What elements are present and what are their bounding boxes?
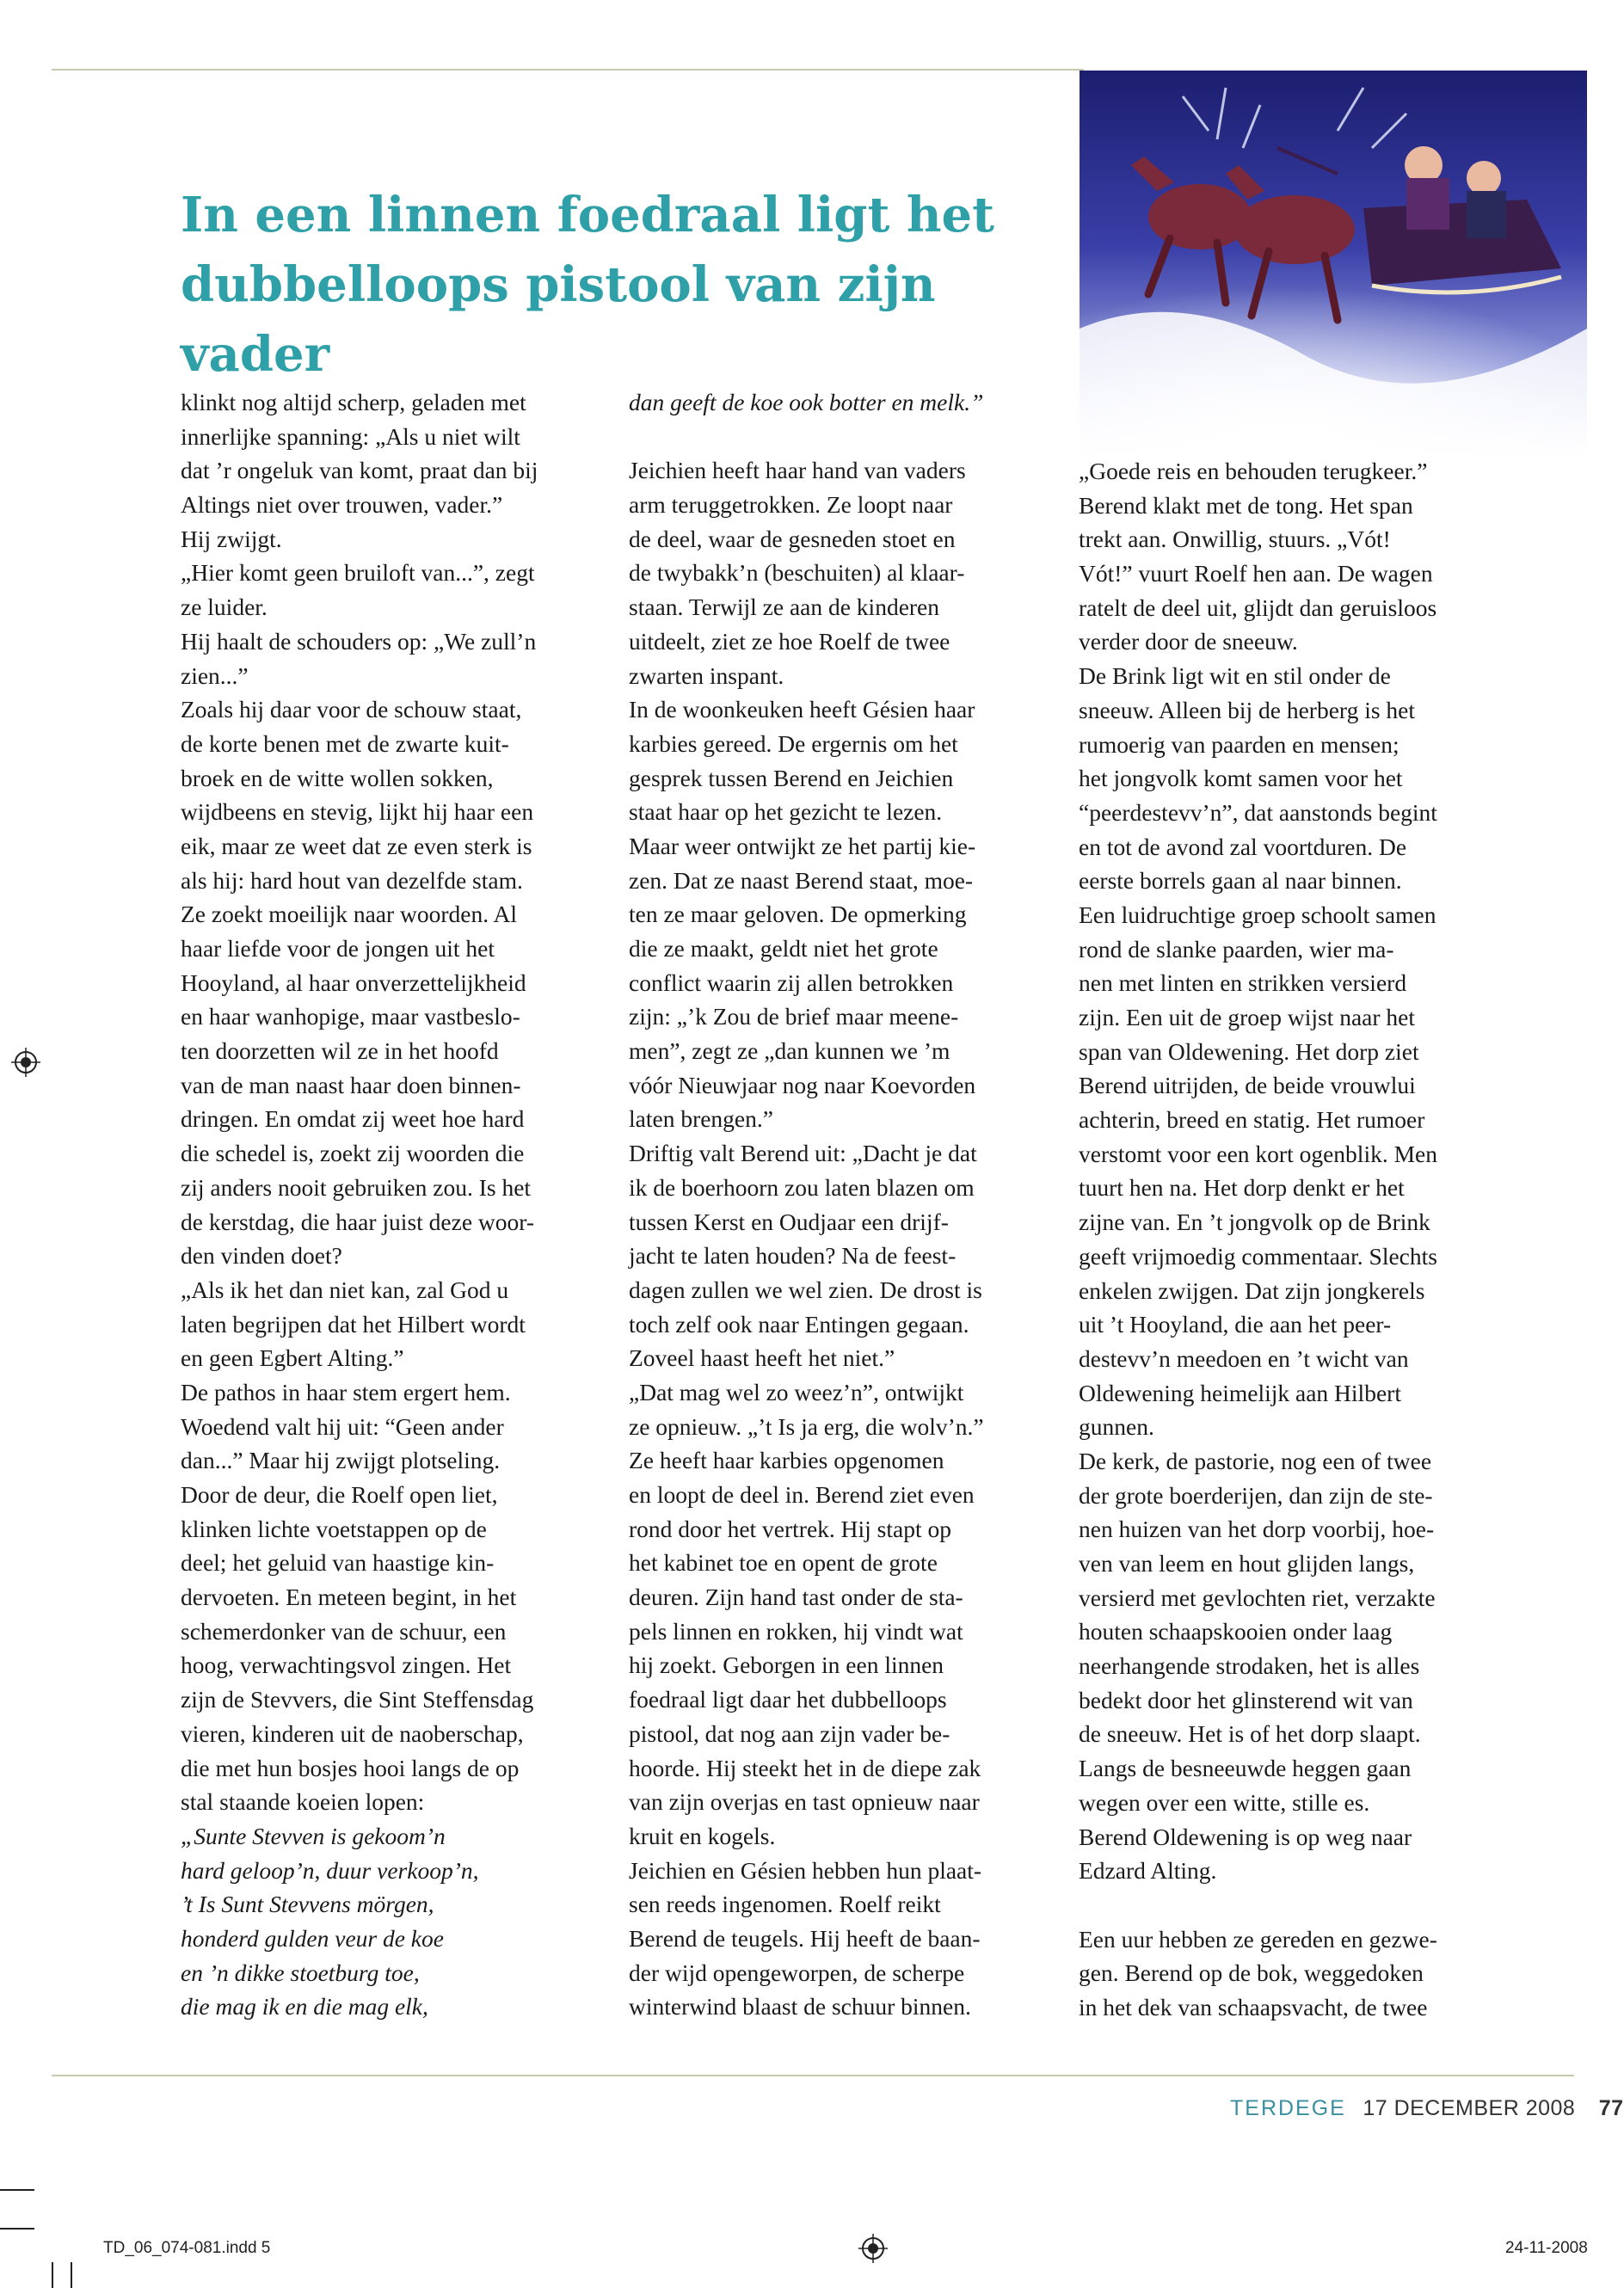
text-line: ven van leem en hout glijden langs, <box>1079 1550 1415 1577</box>
text-line: Berend Oldewening is op weg naar <box>1079 1823 1412 1850</box>
text-line: trekt aan. Onwillig, stuurs. „Vót! <box>1079 526 1391 553</box>
text-line: wegen over een witte, stille es. <box>1079 1788 1370 1816</box>
text-line: „Dat mag wel zo weez’n”, ontwijkt <box>629 1378 964 1405</box>
text-line: De kerk, de pastorie, nog een of twee <box>1079 1447 1432 1474</box>
text-line: en loopt de deel in. Berend ziet even <box>629 1481 975 1508</box>
text-line: jacht te laten houden? Na de feest- <box>629 1242 957 1270</box>
text-line: hoorde. Hij steekt het in de diepe zak <box>629 1754 981 1781</box>
text-line: en tot de avond zal voortduren. De <box>1079 833 1407 860</box>
text-line: staan. Terwijl ze aan de kinderen <box>629 594 940 621</box>
text-line: Door de deur, die Roelf open liet, <box>181 1481 498 1508</box>
crop-mark <box>0 2189 34 2191</box>
text-line: broek en de witte wollen sokken, <box>181 764 494 791</box>
slug-filename: TD_06_074-081.indd 5 <box>103 2239 271 2257</box>
text-line: Hij haalt de schouders op: „We zull’n <box>181 627 537 655</box>
text-line: foedraal ligt daar het dubbelloops <box>629 1686 947 1713</box>
text-line: men”, zegt ze „dan kunnen we ’m <box>629 1037 950 1065</box>
text-line: de korte benen met de zwarte kuit- <box>181 729 509 757</box>
text-line: het kabinet toe en opent de grote <box>629 1549 938 1577</box>
slug-date: 24-11-2008 <box>1505 2239 1588 2257</box>
text-line: deuren. Zijn hand tast onder de sta- <box>629 1584 963 1611</box>
text-line: der wijd opengeworpen, de scherpe <box>629 1959 965 1986</box>
text-line: zien...” <box>181 661 249 689</box>
text-line: achterin, breed en statig. Het rumoer <box>1079 1106 1425 1134</box>
text-line: zijn: „’k Zou de brief maar meene- <box>629 1003 959 1030</box>
text-line: van zijn overjas en tast opnieuw naar <box>629 1788 980 1816</box>
text-line: in het dek van schaapsvacht, de twee <box>1079 1993 1428 2020</box>
text-line: dan...” Maar hij zwijgt plotseling. <box>181 1447 501 1474</box>
text-line: zijn. Een uit de groep wijst naar het <box>1079 1004 1415 1030</box>
text-line: bedekt door het glinsterend wit van <box>1079 1686 1413 1713</box>
text-line: zwarten inspant. <box>629 661 784 689</box>
verse-line: „Sunte Stevven is gekoom’n <box>181 1822 446 1849</box>
text-line: hoog, verwachtingsvol zingen. Het <box>181 1651 512 1679</box>
text-line: den vinden doet? <box>181 1242 342 1270</box>
text-line: de twybakk’n (beschuiten) al klaar- <box>629 559 965 587</box>
text-line: eerste borrels gaan al naar binnen. <box>1079 867 1402 895</box>
text-line: en haar wanhopige, maar vastbeslo- <box>181 1003 520 1030</box>
text-line: Vót!” vuurt Roelf hen aan. De wagen <box>1079 560 1433 587</box>
article-title <box>181 181 1041 390</box>
text-line: Woedend valt hij uit: “Geen ander <box>181 1412 504 1440</box>
text-line: Berend klakt met de tong. Het span <box>1079 491 1413 519</box>
text-line: de sneeuw. Het is of het dorp slaapt. <box>1079 1720 1421 1748</box>
text-line: Berend uitrijden, de beide vrouwlui <box>1079 1072 1416 1099</box>
text-line: laten begrijpen dat het Hilbert wordt <box>181 1310 526 1338</box>
text-line: en geen Egbert Alting.” <box>181 1344 404 1372</box>
text-line: ten ze maar geloven. De opmerking <box>629 901 967 928</box>
text-line: dagen zullen we wel zien. De drost is <box>629 1276 982 1303</box>
registration-mark-icon <box>858 2234 888 2263</box>
text-line: toch zelf ook naar Entingen gegaan. <box>629 1310 969 1338</box>
text-line: „Goede reis en behouden terugkeer.” <box>1079 458 1428 484</box>
text-line: innerlijke spanning: „Als u niet wilt <box>181 422 520 450</box>
title-line: In een linnen foedraal ligt het <box>181 187 995 243</box>
bottom-rule <box>52 2075 1574 2076</box>
verse-line: en ’n dikke stoetburg toe, <box>181 1959 420 1986</box>
text-line: ze luider. <box>181 594 268 621</box>
text-line: verstomt voor een kort ogenblik. Men <box>1079 1140 1437 1167</box>
text-line: Driftig valt Berend uit: „Dacht je dat <box>629 1140 977 1167</box>
text-line: rond door het vertrek. Hij stapt op <box>629 1515 951 1542</box>
text-line: “peerdestevv’n”, dat aanstonds begint <box>1079 798 1437 826</box>
crop-mark <box>71 2262 72 2288</box>
text-line: schemerdonker van de schuur, een <box>181 1617 507 1645</box>
paragraph-gap <box>1079 1888 1526 1922</box>
text-line: zijne van. En ’t jongvolk op de Brink <box>1079 1209 1430 1236</box>
text-line: nen met linten en strikken versierd <box>1079 969 1407 997</box>
text-line: dat ’r ongeluk van komt, praat dan bij <box>181 457 538 484</box>
text-line: De pathos in haar stem ergert hem. <box>181 1378 511 1405</box>
text-line: zen. Dat ze naast Berend staat, moe- <box>629 866 974 894</box>
text-column-3 <box>1079 454 1526 2025</box>
text-line: gesprek tussen Berend en Jeichien <box>629 764 954 791</box>
sleigh-illustration-art <box>1080 71 1587 462</box>
text-line: sen reeds ingenomen. Roelf reikt <box>629 1891 941 1918</box>
text-line: Jeichien heeft haar hand van vaders <box>629 457 966 484</box>
page-footer <box>1230 2096 1624 2121</box>
text-line: Zoals hij daar voor de schouw staat, <box>181 696 522 723</box>
verse-line: die mag ik en die mag elk, <box>181 1993 428 2020</box>
text-line: rond de slanke paarden, wier ma- <box>1079 935 1394 963</box>
text-line: Berend de teugels. Hij heeft de baan- <box>629 1924 981 1952</box>
text-line: Hij zwijgt. <box>181 525 282 552</box>
text-line: het jongvolk komt samen voor het <box>1079 765 1403 792</box>
text-line: klinken lichte voetstappen op de <box>181 1515 487 1542</box>
text-line: Oldewening heimelijk aan Hilbert <box>1079 1379 1401 1406</box>
text-line: pels linnen en rokken, hij vindt wat <box>629 1617 963 1645</box>
sleigh-illustration <box>1080 71 1587 462</box>
issue-date: 17 DECEMBER 2008 <box>1363 2096 1576 2120</box>
verse-line: ’t Is Sunt Stevvens mörgen, <box>181 1891 434 1918</box>
text-line: deel; het geluid van haastige kin- <box>181 1549 495 1577</box>
verse-line: dan geeft de koe ook botter en melk.” <box>629 389 984 415</box>
text-line: enkelen zwijgen. Dat zijn jongkerels <box>1079 1276 1425 1304</box>
text-line: staat haar op het gezicht te lezen. <box>629 798 943 826</box>
text-line: houten schaapskooien onder laag <box>1079 1618 1393 1645</box>
text-line: sneeuw. Alleen bij de herberg is het <box>1079 696 1416 723</box>
text-line: laten brengen.” <box>629 1105 773 1133</box>
text-line: In de woonkeuken heeft Gésien haar <box>629 696 975 723</box>
text-line: stal staande koeien lopen: <box>181 1788 425 1816</box>
text-line: ten doorzetten wil ze in het hoofd <box>181 1037 499 1065</box>
registration-mark-icon <box>11 1048 40 1077</box>
text-line: klinkt nog altijd scherp, geladen met <box>181 389 526 415</box>
text-line: verder door de sneeuw. <box>1079 628 1298 655</box>
text-line: conflict waarin zij allen betrokken <box>629 969 954 996</box>
text-line: Maar weer ontwijkt ze het partij kie- <box>629 832 976 859</box>
text-line: karbies gereed. De ergernis om het <box>629 729 958 757</box>
text-line: winterwind blaast de schuur binnen. <box>629 1993 971 2020</box>
text-line: Altings niet over trouwen, vader.” <box>181 491 503 519</box>
text-line: haar liefde voor de jongen uit het <box>181 935 495 962</box>
page-number: 77 <box>1598 2096 1624 2120</box>
text-line: rumoerig van paarden en mensen; <box>1079 730 1399 758</box>
text-line: span van Oldewening. Het dorp ziet <box>1079 1037 1419 1065</box>
text-line: Edzard Alting. <box>1079 1857 1217 1885</box>
paragraph-gap <box>629 420 1076 454</box>
text-line: zijn de Stevvers, die Sint Steffensdag <box>181 1686 534 1713</box>
top-rule <box>52 69 1084 71</box>
text-line: vieren, kinderen uit de naoberschap, <box>181 1719 524 1747</box>
text-column-1 <box>181 385 628 2024</box>
verse-line: hard geloop’n, duur verkoop’n, <box>181 1856 479 1884</box>
text-line: pistool, dat nog aan zijn vader be- <box>629 1719 950 1747</box>
text-line: Een uur hebben ze gereden en gezwe- <box>1079 1925 1437 1953</box>
text-line: Zoveel haast heeft het niet.” <box>629 1344 895 1372</box>
text-line: ze opnieuw. „’t Is ja erg, die wolv’n.” <box>629 1412 984 1440</box>
text-line: de kerstdag, die haar juist deze woor- <box>181 1208 535 1235</box>
text-line: geeft vrijmoedig commentaar. Slechts <box>1079 1242 1437 1270</box>
text-line: uitdeelt, ziet ze hoe Roelf de twee <box>629 627 950 655</box>
text-line: die met hun bosjes hooi langs de op <box>181 1754 520 1781</box>
text-line: arm teruggetrokken. Ze loopt naar <box>629 491 953 519</box>
crop-mark <box>52 2262 53 2288</box>
text-line: nen huizen van het dorp voorbij, hoe- <box>1079 1516 1435 1543</box>
text-line: ik de boerhoorn zou laten blazen om <box>629 1173 975 1201</box>
text-line: Hooyland, al haar onverzettelijkheid <box>181 969 526 996</box>
text-line: De Brink ligt wit en stil onder de <box>1079 662 1391 690</box>
text-line: der grote boerderijen, dan zijn de ste- <box>1079 1481 1433 1509</box>
crop-mark <box>0 2228 34 2230</box>
text-line: Ze heeft haar karbies opgenomen <box>629 1447 944 1474</box>
magazine-name: TERDEGE <box>1230 2096 1346 2120</box>
text-line: Jeichien en Gésien hebben hun plaat- <box>629 1856 982 1884</box>
text-line: Langs de besneeuwde heggen gaan <box>1079 1755 1412 1782</box>
text-line: Ze zoekt moeilijk naar woorden. Al <box>181 901 517 928</box>
text-line: ratelt de deel uit, glijdt dan geruisloos <box>1079 594 1437 621</box>
text-line: eik, maar ze weet dat ze even sterk is <box>181 832 532 859</box>
text-line: die ze maakt, geldt niet het grote <box>629 935 938 962</box>
text-line: de deel, waar de gesneden stoet en <box>629 525 956 552</box>
text-line: „Als ik het dan niet kan, zal God u <box>181 1276 509 1303</box>
text-line: hij zoekt. Geborgen in een linnen <box>629 1651 944 1679</box>
text-line: tussen Kerst en Oudjaar een drijf- <box>629 1208 949 1235</box>
text-line: versierd met gevlochten riet, verzakte <box>1079 1584 1436 1611</box>
text-line: neerhangende strodaken, het is alles <box>1079 1652 1420 1680</box>
text-line: zij anders nooit gebruiken zou. Is het <box>181 1173 532 1201</box>
text-line: vóór Nieuwjaar nog naar Koevorden <box>629 1071 976 1098</box>
text-line: wijdbeens en stevig, lijkt hij haar een <box>181 798 534 826</box>
text-line: die schedel is, zoekt zij woorden die <box>181 1140 525 1167</box>
text-line: Een luidruchtige groep schoolt samen <box>1079 901 1436 928</box>
text-line: als hij: hard hout van dezelfde stam. <box>181 866 523 894</box>
text-column-2 <box>629 385 1076 2024</box>
text-line: tuurt hen na. Het dorp denkt er het <box>1079 1174 1405 1202</box>
text-line: „Hier komt geen bruiloft van...”, zegt <box>181 559 535 587</box>
text-line: gunnen. <box>1079 1413 1154 1441</box>
text-line: gen. Berend op de bok, weggedoken <box>1079 1959 1424 1987</box>
text-line: destevv’n meedoen en ’t wicht van <box>1079 1344 1409 1372</box>
text-line: kruit en kogels. <box>629 1822 776 1849</box>
text-line: uit ’t Hooyland, die aan het peer- <box>1079 1311 1392 1338</box>
text-line: dringen. En omdat zij weet hoe hard <box>181 1105 525 1133</box>
verse-line: honderd gulden veur de koe <box>181 1924 444 1952</box>
text-line: dervoeten. En meteen begint, in het <box>181 1584 517 1611</box>
text-line: van de man naast haar doen binnen- <box>181 1071 521 1098</box>
title-line: dubbelloops pistool van zijn vader <box>181 256 936 383</box>
